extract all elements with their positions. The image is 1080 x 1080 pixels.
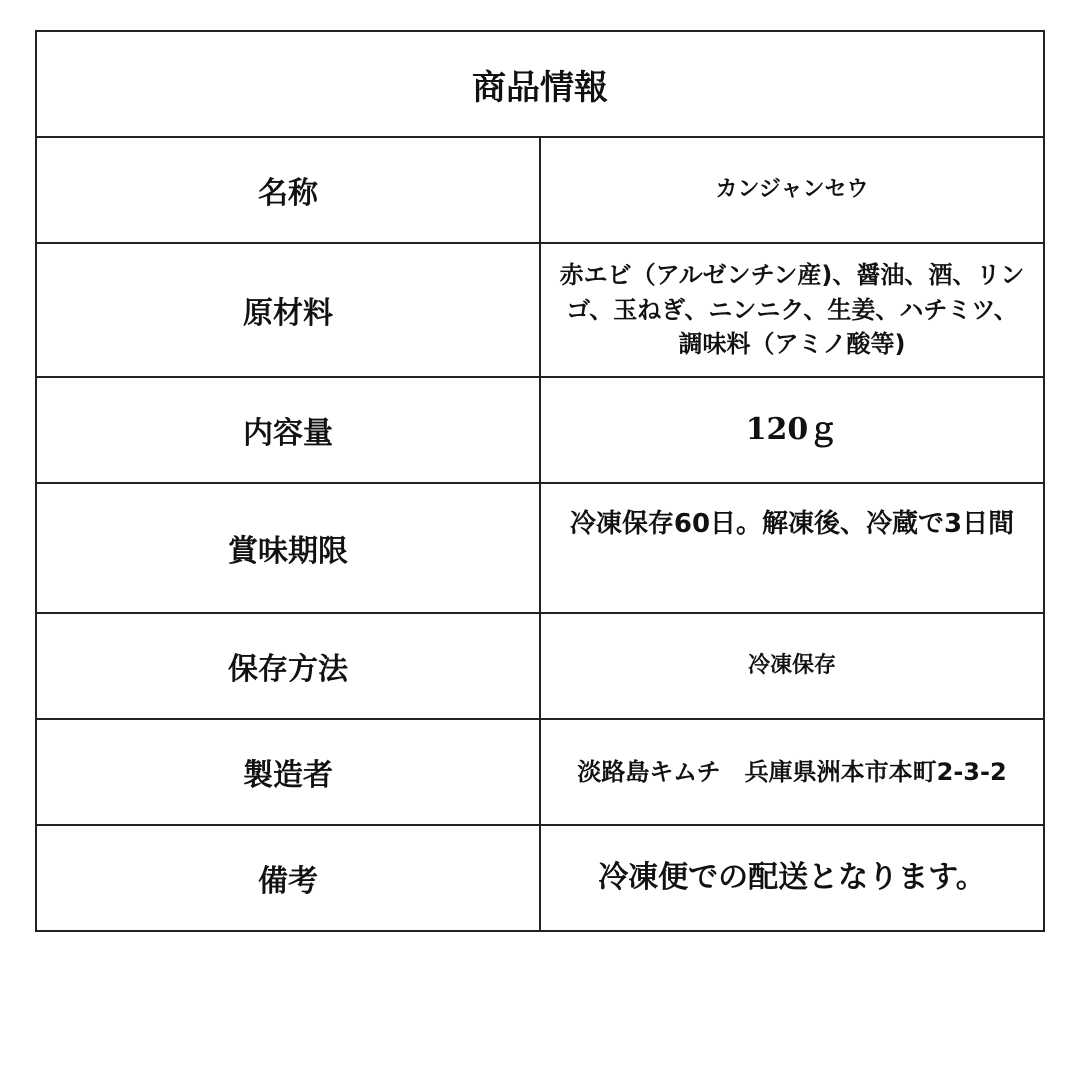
row-value-ingredients: 赤エビ（アルゼンチン産)、醤油、酒、リンゴ、玉ねぎ、ニンニク、生姜、ハチミツ、調味料（アミノ酸等) bbox=[540, 243, 1044, 377]
row-value-expiry: 冷凍保存60日。解凍後、冷蔵で3日間 bbox=[540, 483, 1044, 613]
row-label-name: 名称 bbox=[36, 137, 540, 243]
table-row-name bbox=[36, 137, 1044, 243]
table-title: 商品情報 bbox=[36, 31, 1044, 137]
row-label-expiry: 賞味期限 bbox=[36, 483, 540, 613]
table-row-ingredients bbox=[36, 243, 1044, 377]
row-label-notes: 備考 bbox=[36, 825, 540, 931]
table-row-notes bbox=[36, 825, 1044, 931]
table-row-manufacturer bbox=[36, 719, 1044, 825]
row-value-notes: 冷凍便での配送となります。 bbox=[540, 825, 1044, 931]
row-label-contents: 内容量 bbox=[36, 377, 540, 483]
row-value-contents: 120ｇ bbox=[540, 377, 1044, 483]
title-row bbox=[36, 31, 1044, 137]
product-info-table bbox=[35, 30, 1045, 932]
table-row-expiry bbox=[36, 483, 1044, 613]
table-row-storage bbox=[36, 613, 1044, 719]
row-label-manufacturer: 製造者 bbox=[36, 719, 540, 825]
row-label-storage: 保存方法 bbox=[36, 613, 540, 719]
row-value-name: カンジャンセウ bbox=[540, 137, 1044, 243]
row-value-manufacturer: 淡路島キムチ 兵庫県洲本市本町2-3-2 bbox=[540, 719, 1044, 825]
row-label-ingredients: 原材料 bbox=[36, 243, 540, 377]
row-value-storage: 冷凍保存 bbox=[540, 613, 1044, 719]
table-row-contents bbox=[36, 377, 1044, 483]
